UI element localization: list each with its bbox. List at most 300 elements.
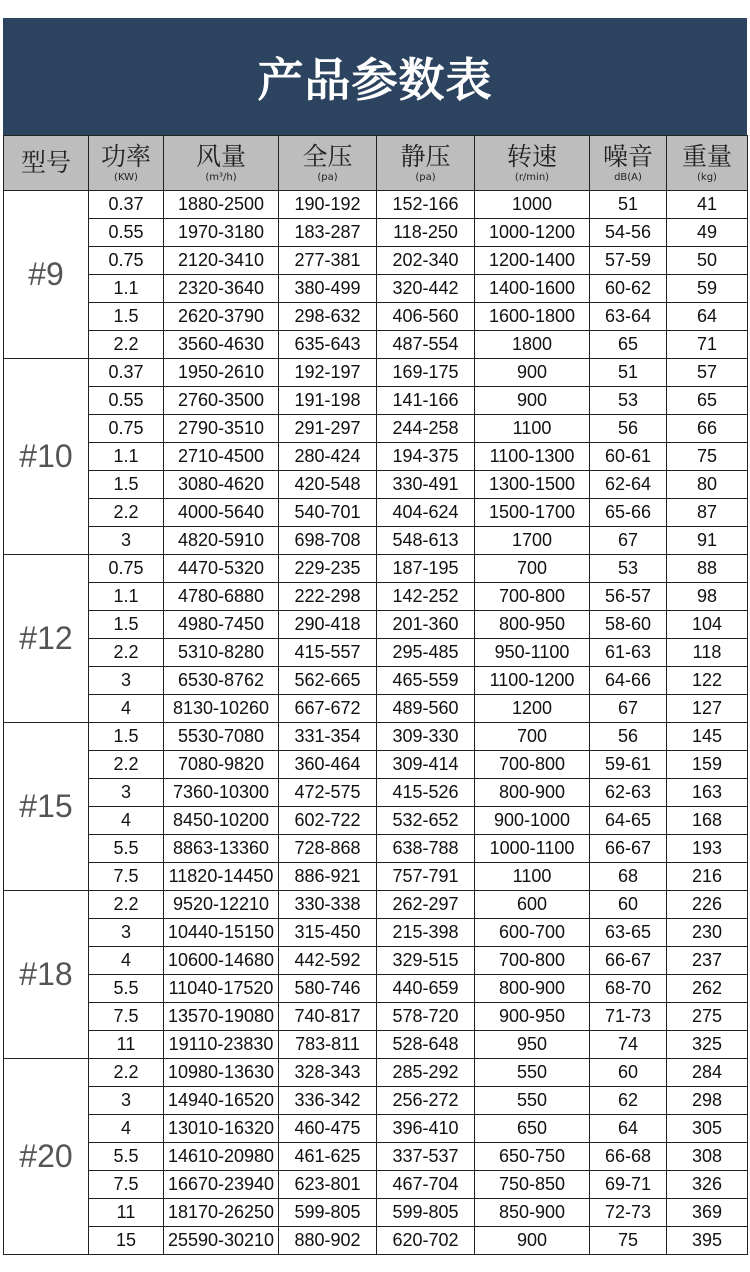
noise-cell: 65-66 (590, 499, 667, 527)
power-cell: 2.2 (89, 499, 164, 527)
power-cell: 2.2 (89, 639, 164, 667)
static-pressure-cell: 599-805 (377, 1199, 475, 1227)
column-label: 型号 (20, 148, 71, 177)
total-pressure-cell: 328-343 (279, 1059, 377, 1087)
speed-cell: 1700 (475, 527, 590, 555)
static-pressure-cell: 244-258 (377, 415, 475, 443)
weight-cell: 216 (667, 863, 748, 891)
static-pressure-cell: 202-340 (377, 247, 475, 275)
total-pressure-cell: 298-632 (279, 303, 377, 331)
static-pressure-cell: 330-491 (377, 471, 475, 499)
column-unit: (pa) (317, 171, 338, 183)
noise-cell: 69-71 (590, 1171, 667, 1199)
static-pressure-cell: 329-515 (377, 947, 475, 975)
table-row (4, 667, 748, 695)
power-cell: 3 (89, 779, 164, 807)
noise-cell: 71-73 (590, 1003, 667, 1031)
power-cell: 11 (89, 1031, 164, 1059)
table-row (4, 219, 748, 247)
weight-cell: 308 (667, 1143, 748, 1171)
model-cell: #10 (4, 359, 89, 555)
speed-cell: 700 (475, 555, 590, 583)
weight-cell: 98 (667, 583, 748, 611)
table-row (4, 639, 748, 667)
column-header-airflow (164, 136, 279, 191)
table-row (4, 1115, 748, 1143)
total-pressure-cell: 290-418 (279, 611, 377, 639)
total-pressure-cell: 461-625 (279, 1143, 377, 1171)
weight-cell: 59 (667, 275, 748, 303)
static-pressure-cell: 141-166 (377, 387, 475, 415)
total-pressure-cell: 623-801 (279, 1171, 377, 1199)
table-row (4, 191, 748, 219)
noise-cell: 67 (590, 527, 667, 555)
power-cell: 2.2 (89, 891, 164, 919)
page-title: 产品参数表 (257, 52, 493, 107)
column-header-noise (590, 136, 667, 191)
weight-cell: 237 (667, 947, 748, 975)
table-row (4, 919, 748, 947)
static-pressure-cell: 467-704 (377, 1171, 475, 1199)
static-pressure-cell: 440-659 (377, 975, 475, 1003)
weight-cell: 49 (667, 219, 748, 247)
weight-cell: 275 (667, 1003, 748, 1031)
speed-cell: 1600-1800 (475, 303, 590, 331)
column-unit: (kg) (697, 171, 717, 183)
table-row (4, 1087, 748, 1115)
noise-cell: 65 (590, 331, 667, 359)
static-pressure-cell: 187-195 (377, 555, 475, 583)
total-pressure-cell: 277-381 (279, 247, 377, 275)
weight-cell: 65 (667, 387, 748, 415)
weight-cell: 284 (667, 1059, 748, 1087)
airflow-cell: 2710-4500 (164, 443, 279, 471)
static-pressure-cell: 215-398 (377, 919, 475, 947)
weight-cell: 262 (667, 975, 748, 1003)
static-pressure-cell: 406-560 (377, 303, 475, 331)
parameter-table (3, 135, 748, 1255)
power-cell: 3 (89, 527, 164, 555)
power-cell: 15 (89, 1227, 164, 1255)
airflow-cell: 2790-3510 (164, 415, 279, 443)
model-cell: #9 (4, 191, 89, 359)
noise-cell: 61-63 (590, 639, 667, 667)
speed-cell: 700 (475, 723, 590, 751)
weight-cell: 87 (667, 499, 748, 527)
total-pressure-cell: 190-192 (279, 191, 377, 219)
airflow-cell: 7080-9820 (164, 751, 279, 779)
noise-cell: 68-70 (590, 975, 667, 1003)
total-pressure-cell: 191-198 (279, 387, 377, 415)
table-row (4, 1059, 748, 1087)
column-unit: (r/min) (514, 171, 550, 183)
column-unit: (m³/h) (205, 171, 237, 183)
column-header-static-pressure (377, 136, 475, 191)
airflow-cell: 4780-6880 (164, 583, 279, 611)
power-cell: 1.5 (89, 471, 164, 499)
speed-cell: 1000-1100 (475, 835, 590, 863)
airflow-cell: 3080-4620 (164, 471, 279, 499)
column-unit: dB(A) (614, 171, 642, 183)
total-pressure-cell: 783-811 (279, 1031, 377, 1059)
weight-cell: 226 (667, 891, 748, 919)
column-unit: (KW) (114, 171, 138, 183)
airflow-cell: 1880-2500 (164, 191, 279, 219)
noise-cell: 63-64 (590, 303, 667, 331)
weight-cell: 163 (667, 779, 748, 807)
speed-cell: 850-900 (475, 1199, 590, 1227)
weight-cell: 80 (667, 471, 748, 499)
speed-cell: 1500-1700 (475, 499, 590, 527)
static-pressure-cell: 548-613 (377, 527, 475, 555)
total-pressure-cell: 740-817 (279, 1003, 377, 1031)
airflow-cell: 13010-16320 (164, 1115, 279, 1143)
noise-cell: 59-61 (590, 751, 667, 779)
airflow-cell: 14940-16520 (164, 1087, 279, 1115)
noise-cell: 66-67 (590, 947, 667, 975)
static-pressure-cell: 169-175 (377, 359, 475, 387)
speed-cell: 600 (475, 891, 590, 919)
weight-cell: 193 (667, 835, 748, 863)
total-pressure-cell: 280-424 (279, 443, 377, 471)
noise-cell: 56-57 (590, 583, 667, 611)
weight-cell: 122 (667, 667, 748, 695)
table-row (4, 471, 748, 499)
table-row (4, 863, 748, 891)
airflow-cell: 19110-23830 (164, 1031, 279, 1059)
static-pressure-cell: 489-560 (377, 695, 475, 723)
column-label: 功率 (100, 141, 151, 171)
noise-cell: 66-67 (590, 835, 667, 863)
total-pressure-cell: 698-708 (279, 527, 377, 555)
weight-cell: 75 (667, 443, 748, 471)
weight-cell: 66 (667, 415, 748, 443)
column-header-power (89, 136, 164, 191)
speed-cell: 900-1000 (475, 807, 590, 835)
static-pressure-cell: 256-272 (377, 1087, 475, 1115)
airflow-cell: 11820-14450 (164, 863, 279, 891)
power-cell: 0.75 (89, 415, 164, 443)
airflow-cell: 10980-13630 (164, 1059, 279, 1087)
weight-cell: 64 (667, 303, 748, 331)
column-header-weight (667, 136, 748, 191)
column-label: 转速 (506, 141, 557, 171)
power-cell: 5.5 (89, 1143, 164, 1171)
table-row (4, 1003, 748, 1031)
power-cell: 11 (89, 1199, 164, 1227)
header-row (4, 136, 748, 191)
weight-cell: 127 (667, 695, 748, 723)
table-row (4, 359, 748, 387)
model-cell: #12 (4, 555, 89, 723)
power-cell: 5.5 (89, 835, 164, 863)
speed-cell: 900 (475, 1227, 590, 1255)
model-cell: #15 (4, 723, 89, 891)
column-header-speed (475, 136, 590, 191)
power-cell: 2.2 (89, 751, 164, 779)
static-pressure-cell: 757-791 (377, 863, 475, 891)
static-pressure-cell: 309-330 (377, 723, 475, 751)
power-cell: 1.5 (89, 611, 164, 639)
table-row (4, 275, 748, 303)
static-pressure-cell: 285-292 (377, 1059, 475, 1087)
weight-cell: 168 (667, 807, 748, 835)
power-cell: 0.37 (89, 191, 164, 219)
weight-cell: 88 (667, 555, 748, 583)
power-cell: 4 (89, 947, 164, 975)
noise-cell: 58-60 (590, 611, 667, 639)
table-row (4, 835, 748, 863)
static-pressure-cell: 404-624 (377, 499, 475, 527)
weight-cell: 50 (667, 247, 748, 275)
power-cell: 1.1 (89, 443, 164, 471)
static-pressure-cell: 578-720 (377, 1003, 475, 1031)
noise-cell: 68 (590, 863, 667, 891)
power-cell: 1.1 (89, 275, 164, 303)
table-row (4, 415, 748, 443)
static-pressure-cell: 201-360 (377, 611, 475, 639)
speed-cell: 750-850 (475, 1171, 590, 1199)
table-row (4, 527, 748, 555)
airflow-cell: 1950-2610 (164, 359, 279, 387)
table-row (4, 807, 748, 835)
static-pressure-cell: 262-297 (377, 891, 475, 919)
table-row (4, 1143, 748, 1171)
airflow-cell: 8450-10200 (164, 807, 279, 835)
airflow-cell: 2120-3410 (164, 247, 279, 275)
total-pressure-cell: 331-354 (279, 723, 377, 751)
table-row (4, 1199, 748, 1227)
airflow-cell: 2320-3640 (164, 275, 279, 303)
noise-cell: 66-68 (590, 1143, 667, 1171)
airflow-cell: 2620-3790 (164, 303, 279, 331)
total-pressure-cell: 880-902 (279, 1227, 377, 1255)
noise-cell: 53 (590, 387, 667, 415)
table-row (4, 555, 748, 583)
power-cell: 1.5 (89, 303, 164, 331)
noise-cell: 56 (590, 723, 667, 751)
speed-cell: 700-800 (475, 751, 590, 779)
total-pressure-cell: 336-342 (279, 1087, 377, 1115)
speed-cell: 700-800 (475, 583, 590, 611)
total-pressure-cell: 222-298 (279, 583, 377, 611)
weight-cell: 104 (667, 611, 748, 639)
total-pressure-cell: 472-575 (279, 779, 377, 807)
speed-cell: 1100 (475, 863, 590, 891)
weight-cell: 57 (667, 359, 748, 387)
total-pressure-cell: 360-464 (279, 751, 377, 779)
weight-cell: 395 (667, 1227, 748, 1255)
noise-cell: 67 (590, 695, 667, 723)
airflow-cell: 5310-8280 (164, 639, 279, 667)
speed-cell: 700-800 (475, 947, 590, 975)
total-pressure-cell: 540-701 (279, 499, 377, 527)
speed-cell: 900 (475, 387, 590, 415)
speed-cell: 1300-1500 (475, 471, 590, 499)
airflow-cell: 1970-3180 (164, 219, 279, 247)
noise-cell: 51 (590, 359, 667, 387)
noise-cell: 62-63 (590, 779, 667, 807)
weight-cell: 145 (667, 723, 748, 751)
noise-cell: 53 (590, 555, 667, 583)
model-cell: #20 (4, 1059, 89, 1255)
power-cell: 0.55 (89, 387, 164, 415)
title-banner (3, 18, 747, 135)
speed-cell: 650 (475, 1115, 590, 1143)
static-pressure-cell: 295-485 (377, 639, 475, 667)
weight-cell: 298 (667, 1087, 748, 1115)
airflow-cell: 10600-14680 (164, 947, 279, 975)
airflow-cell: 2760-3500 (164, 387, 279, 415)
column-label: 静压 (400, 141, 451, 171)
airflow-cell: 14610-20980 (164, 1143, 279, 1171)
total-pressure-cell: 728-868 (279, 835, 377, 863)
static-pressure-cell: 396-410 (377, 1115, 475, 1143)
power-cell: 0.75 (89, 555, 164, 583)
table-row (4, 247, 748, 275)
static-pressure-cell: 118-250 (377, 219, 475, 247)
static-pressure-cell: 620-702 (377, 1227, 475, 1255)
static-pressure-cell: 142-252 (377, 583, 475, 611)
airflow-cell: 25590-30210 (164, 1227, 279, 1255)
power-cell: 4 (89, 807, 164, 835)
static-pressure-cell: 487-554 (377, 331, 475, 359)
speed-cell: 950-1100 (475, 639, 590, 667)
total-pressure-cell: 667-672 (279, 695, 377, 723)
power-cell: 1.1 (89, 583, 164, 611)
noise-cell: 57-59 (590, 247, 667, 275)
total-pressure-cell: 315-450 (279, 919, 377, 947)
table-row (4, 947, 748, 975)
noise-cell: 60-61 (590, 443, 667, 471)
column-header-total-pressure (279, 136, 377, 191)
weight-cell: 159 (667, 751, 748, 779)
power-cell: 5.5 (89, 975, 164, 1003)
weight-cell: 325 (667, 1031, 748, 1059)
model-cell: #18 (4, 891, 89, 1059)
airflow-cell: 11040-17520 (164, 975, 279, 1003)
table-row (4, 303, 748, 331)
speed-cell: 650-750 (475, 1143, 590, 1171)
total-pressure-cell: 442-592 (279, 947, 377, 975)
weight-cell: 118 (667, 639, 748, 667)
total-pressure-cell: 420-548 (279, 471, 377, 499)
table-row (4, 1031, 748, 1059)
power-cell: 3 (89, 667, 164, 695)
total-pressure-cell: 192-197 (279, 359, 377, 387)
power-cell: 0.75 (89, 247, 164, 275)
noise-cell: 51 (590, 191, 667, 219)
airflow-cell: 16670-23940 (164, 1171, 279, 1199)
weight-cell: 71 (667, 331, 748, 359)
power-cell: 2.2 (89, 1059, 164, 1087)
static-pressure-cell: 465-559 (377, 667, 475, 695)
column-label: 噪音 (602, 141, 653, 171)
power-cell: 7.5 (89, 1003, 164, 1031)
airflow-cell: 9520-12210 (164, 891, 279, 919)
speed-cell: 900 (475, 359, 590, 387)
total-pressure-cell: 291-297 (279, 415, 377, 443)
speed-cell: 550 (475, 1059, 590, 1087)
weight-cell: 326 (667, 1171, 748, 1199)
table-row (4, 695, 748, 723)
total-pressure-cell: 183-287 (279, 219, 377, 247)
noise-cell: 64-65 (590, 807, 667, 835)
table-row (4, 1227, 748, 1255)
static-pressure-cell: 532-652 (377, 807, 475, 835)
total-pressure-cell: 460-475 (279, 1115, 377, 1143)
total-pressure-cell: 380-499 (279, 275, 377, 303)
table-row (4, 387, 748, 415)
table-row (4, 499, 748, 527)
airflow-cell: 3560-4630 (164, 331, 279, 359)
speed-cell: 1200-1400 (475, 247, 590, 275)
power-cell: 0.37 (89, 359, 164, 387)
total-pressure-cell: 635-643 (279, 331, 377, 359)
noise-cell: 63-65 (590, 919, 667, 947)
speed-cell: 1800 (475, 331, 590, 359)
column-label: 全压 (302, 141, 353, 171)
airflow-cell: 10440-15150 (164, 919, 279, 947)
weight-cell: 369 (667, 1199, 748, 1227)
total-pressure-cell: 886-921 (279, 863, 377, 891)
static-pressure-cell: 337-537 (377, 1143, 475, 1171)
airflow-cell: 4980-7450 (164, 611, 279, 639)
weight-cell: 41 (667, 191, 748, 219)
airflow-cell: 7360-10300 (164, 779, 279, 807)
total-pressure-cell: 562-665 (279, 667, 377, 695)
noise-cell: 60 (590, 891, 667, 919)
airflow-cell: 18170-26250 (164, 1199, 279, 1227)
airflow-cell: 4820-5910 (164, 527, 279, 555)
speed-cell: 1100-1200 (475, 667, 590, 695)
power-cell: 7.5 (89, 1171, 164, 1199)
table-row (4, 1171, 748, 1199)
speed-cell: 1100-1300 (475, 443, 590, 471)
speed-cell: 800-900 (475, 779, 590, 807)
noise-cell: 75 (590, 1227, 667, 1255)
table-row (4, 611, 748, 639)
noise-cell: 64-66 (590, 667, 667, 695)
static-pressure-cell: 320-442 (377, 275, 475, 303)
static-pressure-cell: 152-166 (377, 191, 475, 219)
weight-cell: 230 (667, 919, 748, 947)
power-cell: 1.5 (89, 723, 164, 751)
airflow-cell: 4470-5320 (164, 555, 279, 583)
power-cell: 4 (89, 695, 164, 723)
speed-cell: 550 (475, 1087, 590, 1115)
total-pressure-cell: 599-805 (279, 1199, 377, 1227)
table-row (4, 723, 748, 751)
total-pressure-cell: 415-557 (279, 639, 377, 667)
table-row (4, 891, 748, 919)
noise-cell: 72-73 (590, 1199, 667, 1227)
table-row (4, 443, 748, 471)
noise-cell: 54-56 (590, 219, 667, 247)
speed-cell: 1400-1600 (475, 275, 590, 303)
noise-cell: 62-64 (590, 471, 667, 499)
airflow-cell: 6530-8762 (164, 667, 279, 695)
noise-cell: 60 (590, 1059, 667, 1087)
total-pressure-cell: 330-338 (279, 891, 377, 919)
table-row (4, 583, 748, 611)
weight-cell: 91 (667, 527, 748, 555)
static-pressure-cell: 528-648 (377, 1031, 475, 1059)
speed-cell: 800-950 (475, 611, 590, 639)
speed-cell: 1000 (475, 191, 590, 219)
column-label: 风量 (195, 141, 246, 171)
noise-cell: 60-62 (590, 275, 667, 303)
